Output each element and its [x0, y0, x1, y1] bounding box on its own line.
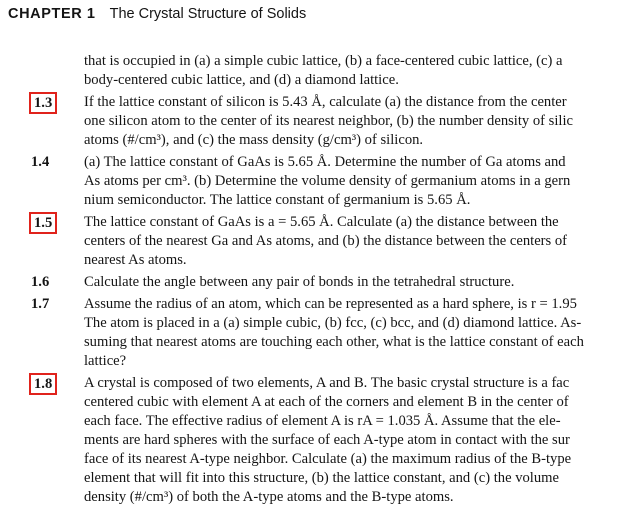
problem-line: ments are hard spheres with the surface of each A-type atom in contact with the sur: [84, 432, 570, 448]
problem-number: 1.4: [31, 154, 50, 170]
problem-number: 1.7: [31, 296, 50, 312]
problem-number-highlighted: 1.5: [29, 212, 57, 234]
problem-continuation: [0, 52, 640, 90]
problem-line: suming that nearest atoms are touching each other, what is the lattice constant of each: [84, 334, 584, 350]
problem-line: body-centered cubic lattice, and (d) a diamond lattice.: [84, 72, 399, 88]
problem-line: A crystal is composed of two elements, A and B. The basic crystal structure is a fac: [84, 375, 570, 391]
problem-line: lattice?: [84, 353, 127, 369]
problem-line: centered cubic with element A at each of the corners and element B in the center of: [84, 394, 569, 410]
problem-list: [0, 52, 640, 507]
chapter-title: The Crystal Structure of Solids: [109, 6, 307, 22]
problem-number-highlighted: 1.8: [29, 373, 57, 395]
problem-line: Calculate the angle between any pair of bonds in the tetrahedral structure.: [84, 274, 515, 290]
problem-line: one silicon atom to the center of its nearest neighbor, (b) the number density of silic: [84, 113, 573, 129]
problem-1-7: [0, 295, 640, 371]
problem-line: that is occupied in (a) a simple cubic lattice, (b) a face-centered cubic lattice, (c) a: [84, 53, 563, 69]
problem-line: each face. The effective radius of element A is rA = 1.035 Å. Assume that the ele-: [84, 413, 561, 429]
problem-number-highlighted: 1.3: [29, 92, 57, 114]
problem-line: face of its nearest A-type neighbor. Calculate (a) the maximum radius of the B-type: [84, 451, 572, 467]
problem-1-3: [0, 93, 640, 150]
problem-1-8: [0, 374, 640, 507]
chapter-label: CHAPTER 1: [8, 6, 96, 22]
problem-line: density (#/cm³) of both the A-type atoms and the B-type atoms.: [84, 489, 454, 505]
problem-line: nium semiconductor. The lattice constant of germanium is 5.65 Å.: [84, 192, 471, 208]
problem-line: Assume the radius of an atom, which can be represented as a hard sphere, is r = 1.95: [84, 296, 577, 312]
problem-line: element that will fit into this structure, (b) the lattice constant, and (c) the volume: [84, 470, 559, 486]
problem-line: The lattice constant of GaAs is a = 5.65 Å. Calculate (a) the distance between the: [84, 214, 559, 230]
problem-line: nearest As atoms.: [84, 252, 187, 268]
problem-line: (a) The lattice constant of GaAs is 5.65 Å. Determine the number of Ga atoms and: [84, 154, 566, 170]
problem-line: The atom is placed in a (a) simple cubic, (b) fcc, (c) bcc, and (d) diamond lattice. As-: [84, 315, 582, 331]
problem-1-6: [0, 273, 640, 292]
problem-1-5: [0, 213, 640, 270]
problem-line: atoms (#/cm³), and (c) the mass density (g/cm³) of silicon.: [84, 132, 424, 148]
page-header: [8, 5, 306, 23]
problem-line: centers of the nearest Ga and As atoms, and (b) the distance between the centers of: [84, 233, 568, 249]
problem-1-4: [0, 153, 640, 210]
problem-line: As atoms per cm³. (b) Determine the volume density of germanium atoms in a gern: [84, 173, 571, 189]
problem-line: If the lattice constant of silicon is 5.43 Å, calculate (a) the distance from the center: [84, 94, 567, 110]
problem-number: 1.6: [31, 274, 50, 290]
